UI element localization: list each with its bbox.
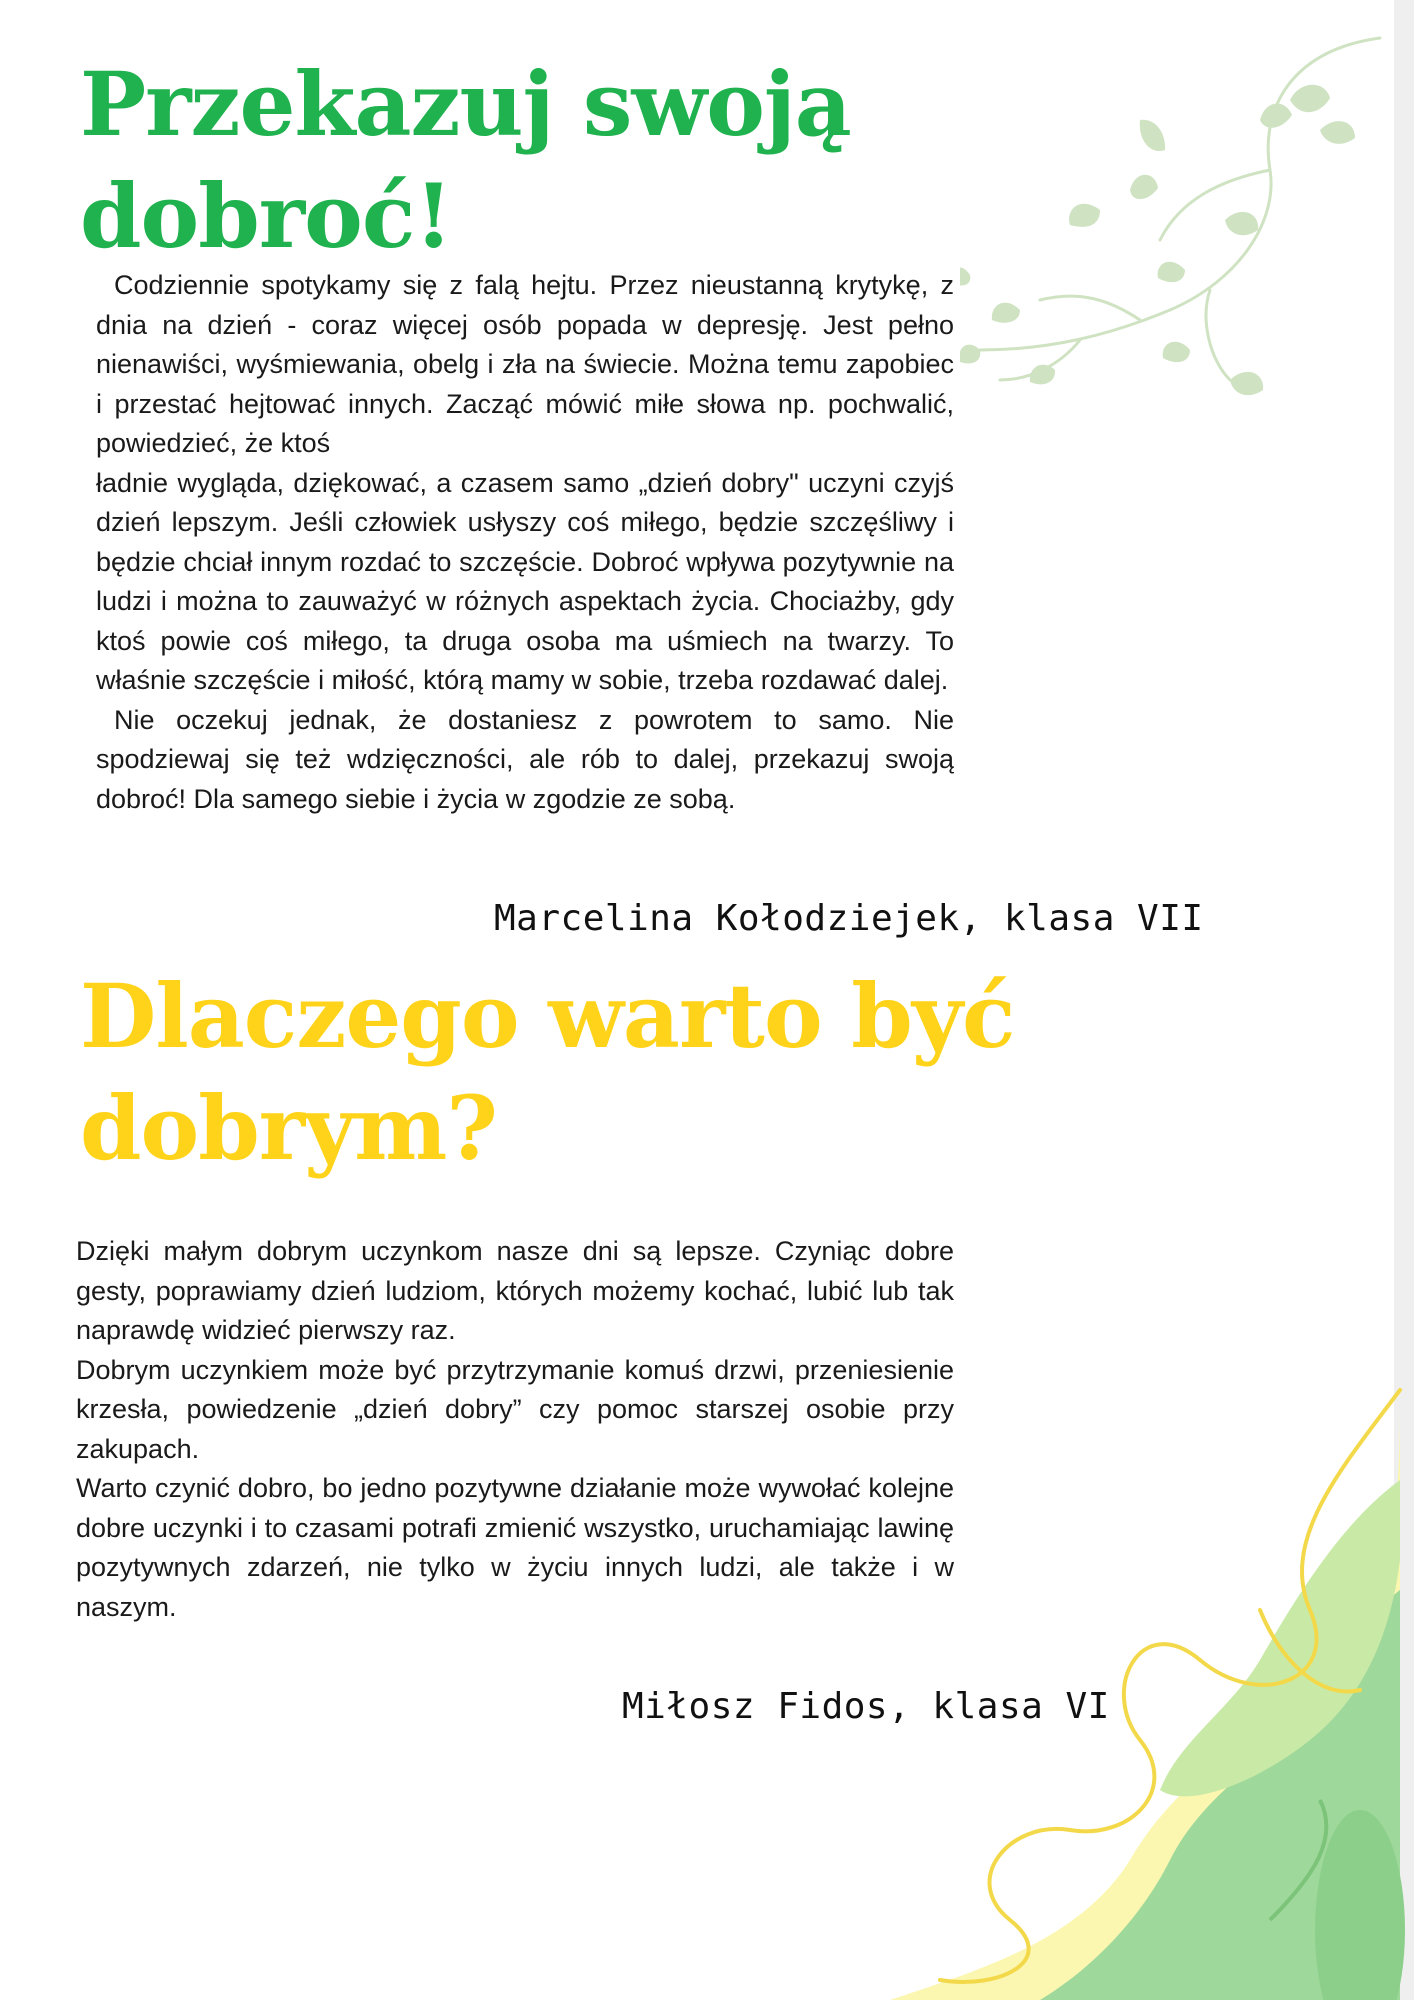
article2-paragraph: Dzięki małym dobrym uczynkom nasze dni są lepsze. Czyniąc dobre gesty, poprawiamy dzień ludziom, których możemy kochać, lubić lub tak naprawdę widzieć pierwszy raz. (76, 1236, 954, 1345)
article2-paragraph: Warto czynić dobro, bo jedno pozytywne działanie może wywołać kolejne dobre uczynki i to czasami potrafi zmienić wszystko, uruchamiając lawinę pozytywnych zdarzeń, nie tylko w życiu innych ludzi, ale także i w naszym. (76, 1473, 954, 1622)
article2-title: Dlaczego warto być dobrym? (80, 964, 1015, 1180)
article1-paragraph: ładnie wygląda, dziękować, a czasem samo „dzień dobry" uczyni czyjś dzień lepszym. Jeśli człowiek usłyszy coś miłego, będzie szczęśliwy i będzie chciał innym rozdać to szczęście. Dobroć wpływa pozytywnie na ludzi i można to zauważyć w różnych aspektach życia. Chociażby, gdy ktoś powie coś miłego, ta druga osoba ma uśmiech na twarzy. To właśnie szczęście i miłość, którą mamy w sobie, trzeba rozdawać dalej. (96, 467, 954, 695)
article1-body (96, 266, 954, 819)
article1-paragraph: Codziennie spotykamy się z falą hejtu. Przez nieustanną krytykę, z dnia na dzień - coraz więcej osób popada w depresję. Jest pełno nienawiści, wyśmiewania, obelg i zła na świecie. Można temu zapobiec i przestać hejtować innych. Zacząć mówić miłe słowa np. pochwalić, powiedzieć, że ktoś (96, 270, 954, 458)
article1-paragraph: Nie oczekuj jednak, że dostaniesz z powrotem to samo. Nie spodziewaj się też wdzięczności, ale rób to dalej, przekazuj swoją dobroć! Dla samego siebie i życia w zgodzie ze sobą. (96, 704, 954, 814)
vine-leaves-decoration (960, 20, 1400, 460)
article1-title: Przekazuj swoją dobroć! (80, 52, 851, 268)
article2-body (76, 1232, 954, 1627)
article2-signature: Miłosz Fidos, klasa VI (622, 1686, 1110, 1727)
article2-paragraph: Dobrym uczynkiem może być przytrzymanie komuś drzwi, przeniesienie krzesła, powiedzenie „dzień dobry” czy pomoc starszej osobie przy zakupach. (76, 1354, 954, 1464)
article1-signature: Marcelina Kołodziejek, klasa VII (494, 898, 1204, 939)
